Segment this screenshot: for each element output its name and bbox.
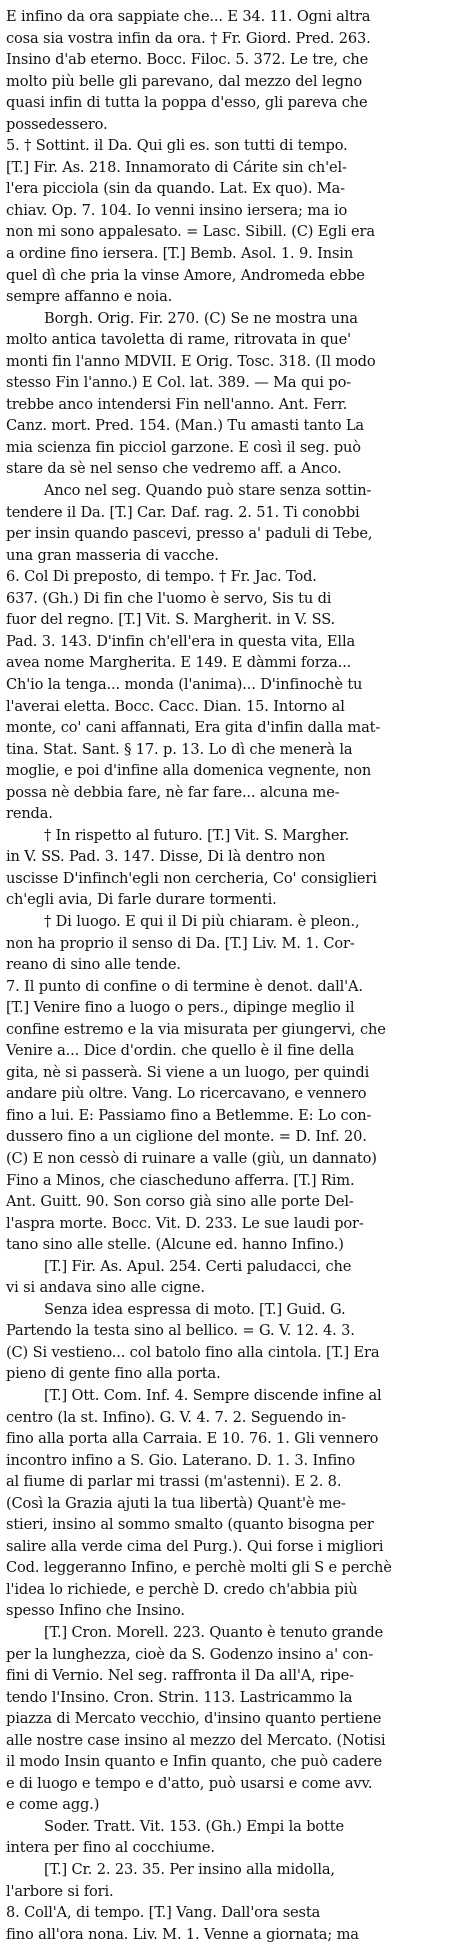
text-line: fino a lui. E: Passiamo fino a Betlemme. E: Lo con- xyxy=(6,1106,372,1124)
text-line: [T.] Venire fino a luogo o pers., dipinge meglio il xyxy=(6,999,355,1017)
text-line: andare più oltre. Vang. Lo ricercavano, e vennero xyxy=(6,1085,367,1103)
text-line: monte, co' cani affannati, Era gita d'infin dalla mat- xyxy=(6,719,381,737)
text-line: l'averai eletta. Bocc. Cacc. Dian. 15. Intorno al xyxy=(6,697,345,715)
text-line: [T.] Cron. Morell. 223. Quanto è tenuto grande xyxy=(44,1624,384,1642)
text-line: Borgh. Orig. Fir. 270. (C) Se ne mostra una xyxy=(44,309,358,327)
text-line: cosa sia vostra infin da ora. † Fr. Giord. Pred. 263. xyxy=(6,29,371,47)
text-line: avea nome Margherita. E 149. E dàmmi forza... xyxy=(6,654,352,672)
text-line: incontro infino a S. Gio. Laterano. D. 1. 3. Infino xyxy=(6,1451,356,1469)
text-line: sempre affanno e noia. xyxy=(6,288,173,306)
text-line: Insino d'ab eterno. Bocc. Filoc. 5. 372. Le tre, che xyxy=(6,51,369,69)
text-line: Pad. 3. 143. D'infin ch'ell'era in questa vita, Ella xyxy=(6,632,356,650)
text-line: tina. Stat. Sant. § 17. p. 13. Lo dì che menerà la xyxy=(6,740,353,758)
text-line: alle nostre case insino al mezzo del Mercato. (Notisi xyxy=(6,1731,386,1749)
text-line: [T.] Cr. 2. 23. 35. Per insino alla midolla, xyxy=(44,1861,335,1879)
text-line: per insin quando pascevi, presso a' paduli di Tebe, xyxy=(6,525,373,543)
text-line: E infino da ora sappiate che... E 34. 11. Ogni altra xyxy=(6,8,371,25)
text-line: stieri, insino al sommo smalto (quanto bisogna per xyxy=(6,1516,374,1534)
text-line: centro (la st. Infino). G. V. 4. 7. 2. Seguendo in- xyxy=(6,1408,347,1426)
text-line: l'idea lo richiede, e perchè D. credo ch'abbia più xyxy=(6,1580,358,1598)
text-line: stare da sè nel senso che vedremo aff. a Anco. xyxy=(6,460,342,478)
text-line: monti fin l'anno MDVII. E Orig. Tosc. 318. (Il modo xyxy=(6,352,376,370)
text-line: tano sino alle stelle. (Alcune ed. hanno Infino.) xyxy=(6,1236,344,1254)
text-line: [T.] Fir. As. Apul. 254. Certi paludacci, che xyxy=(44,1257,352,1275)
text-line: (C) Si vestieno... col batolo fino alla cintola. [T.] Era xyxy=(6,1343,380,1361)
text-line: Anco nel seg. Quando può stare senza sottin- xyxy=(44,482,372,500)
text-line: fino alla porta alla Carraia. E 10. 76. 1. Gli vennero xyxy=(6,1430,379,1448)
text-line: tendere il Da. [T.] Car. Daf. rag. 2. 51. Ti conobbi xyxy=(6,503,360,521)
text-line: trebbe anco intendersi Fin nell'anno. Ant. Ferr. xyxy=(6,395,348,413)
text-line: ch'egli avia, Di farle durare tormenti. xyxy=(6,891,277,909)
text-line: reano di sino alle tende. xyxy=(6,956,181,974)
text-line: [T.] Ott. Com. Inf. 4. Sempre discende infine al xyxy=(44,1387,382,1404)
text-line: renda. xyxy=(6,805,53,823)
text-line: salire alla verde cima del Purg.). Qui forse i migliori xyxy=(6,1537,384,1555)
text-line: molto antica tavoletta di rame, ritrovata in que' xyxy=(6,331,351,349)
text-line: l'arbore si fori. xyxy=(6,1882,114,1900)
text-line: moglie, e poi d'infine alla domenica vegnente, non xyxy=(6,762,372,780)
text-line: intera per fino al cocchiume. xyxy=(6,1839,215,1857)
text-line: 5. † Sottint. il Da. Qui gli es. son tutti di tempo. xyxy=(6,137,348,155)
text-line: quel dì che pria la vinse Amore, Andromeda ebbe xyxy=(6,266,365,284)
text-line: Ch'io la tenga... monda (l'anima)... D'infinochè tu xyxy=(6,675,363,693)
text-line: l'aspra morte. Bocc. Vit. D. 233. Le sue laudi por- xyxy=(6,1214,364,1232)
text-line: tendo l'Insino. Cron. Strin. 113. Lastricammo la xyxy=(6,1688,353,1706)
text-line: chiav. Op. 7. 104. Io venni insino iersera; ma io xyxy=(6,201,348,219)
text-line: una gran masseria di vacche. xyxy=(6,546,219,564)
text-line: Senza idea espressa di moto. [T.] Guid. G. xyxy=(44,1300,346,1318)
text-line: possedessero. xyxy=(6,115,108,133)
text-line: † In rispetto al futuro. [T.] Vit. S. Margher. xyxy=(44,826,350,844)
text-line: al fiume di parlar mi trassi (m'astenni). E 2. 8. xyxy=(6,1473,342,1491)
text-line: Partendo la testa sino al bellico. = G. V. 12. 4. 3. xyxy=(6,1322,355,1340)
text-line: in V. SS. Pad. 3. 147. Disse, Di là dentro non xyxy=(6,848,326,866)
text-line: stesso Fin l'anno.) E Col. lat. 389. — Ma qui po- xyxy=(6,374,352,392)
text-line: Ant. Guitt. 90. Son corso già sino alle porte Del- xyxy=(6,1193,354,1211)
text-line: a ordine fino iersera. [T.] Bemb. Asol. 1. 9. Insin xyxy=(6,245,354,263)
text-line: il modo Insin quanto e Infin quanto, che può cadere xyxy=(6,1753,382,1771)
text-line: uscisse D'infinch'egli non cercheria, Co' consiglieri xyxy=(6,869,377,887)
text-line: l'era picciola (sin da quando. Lat. Ex quo). Ma- xyxy=(6,180,345,198)
text-line: 7. Il punto di confine o di termine è denot. dall'A. xyxy=(6,977,363,995)
text-line: Fino a Minos, che ciascheduno afferra. [T.] Rim. xyxy=(6,1171,355,1189)
text-line: fini di Vernio. Nel seg. raffronta il Da all'A, ripe- xyxy=(6,1667,354,1685)
text-line: 637. (Gh.) Di fin che l'uomo è servo, Sis tu di xyxy=(6,589,332,607)
text-line: per la lunghezza, cioè da S. Godenzo insino a' con- xyxy=(6,1645,374,1663)
text-line: fuor del regno. [T.] Vit. S. Margherit. in V. SS. xyxy=(6,611,336,629)
text-line: non ha proprio il senso di Da. [T.] Liv. M. 1. Cor- xyxy=(6,934,355,952)
text-line: quasi infin di tutta la poppa d'esso, gli pareva che xyxy=(6,94,368,112)
text-line: Cod. leggeranno Infino, e perchè molti gli S e perchè xyxy=(6,1559,392,1577)
text-line: Canz. mort. Pred. 154. (Man.) Tu amasti tanto La xyxy=(6,417,364,435)
text-line: 6. Col Di preposto, di tempo. † Fr. Jac. Tod. xyxy=(6,568,317,586)
text-line: non mi sono appalesato. = Lasc. Sibill. (C) Egli era xyxy=(6,223,375,241)
text-line: 8. Coll'A, di tempo. [T.] Vang. Dall'ora sesta xyxy=(6,1904,321,1922)
text-line: (Così la Grazia ajuti la tua libertà) Quant'è me- xyxy=(6,1494,346,1512)
text-line: fino all'ora nona. Liv. M. 1. Venne a giornata; ma xyxy=(6,1925,359,1943)
text-line: spesso Infino che Insino. xyxy=(6,1602,185,1620)
text-line: (C) E non cessò di ruinare a valle (giù, un dannato) xyxy=(6,1149,377,1167)
text-line: [T.] Fir. As. 218. Innamorato di Cárite sin ch'el- xyxy=(6,158,347,176)
text-line: mia scienza fin picciol garzone. E così il seg. può xyxy=(6,438,361,456)
text-line: confine estremo e la via misurata per giungervi, che xyxy=(6,1020,386,1038)
text-line: † Di luogo. E qui il Di più chiaram. è pleon., xyxy=(44,912,360,930)
text-line: molto più belle gli parevano, dal mezzo del legno xyxy=(6,72,362,90)
text-line: piazza di Mercato vecchio, d'insino quanto pertiene xyxy=(6,1710,382,1728)
text-line: pieno di gente fino alla porta. xyxy=(6,1365,221,1383)
text-line: Venire a... Dice d'ordin. che quello è il fine della xyxy=(6,1042,355,1060)
text-line: possa nè debbia fare, nè far fare... alcuna me- xyxy=(6,783,340,801)
text-line: vi si andava sino alle cigne. xyxy=(6,1279,205,1297)
text-line: Soder. Tratt. Vit. 153. (Gh.) Empi la botte xyxy=(44,1817,344,1835)
text-line: e di luogo e tempo e d'atto, può usarsi e come avv. xyxy=(6,1774,373,1792)
text-line: e come agg.) xyxy=(6,1796,100,1814)
text-line: gita, nè si passerà. Si viene a un luogo, per quindi xyxy=(6,1063,370,1081)
text-line: dussero fino a un ciglione del monte. = D. Inf. 20. xyxy=(6,1128,367,1146)
